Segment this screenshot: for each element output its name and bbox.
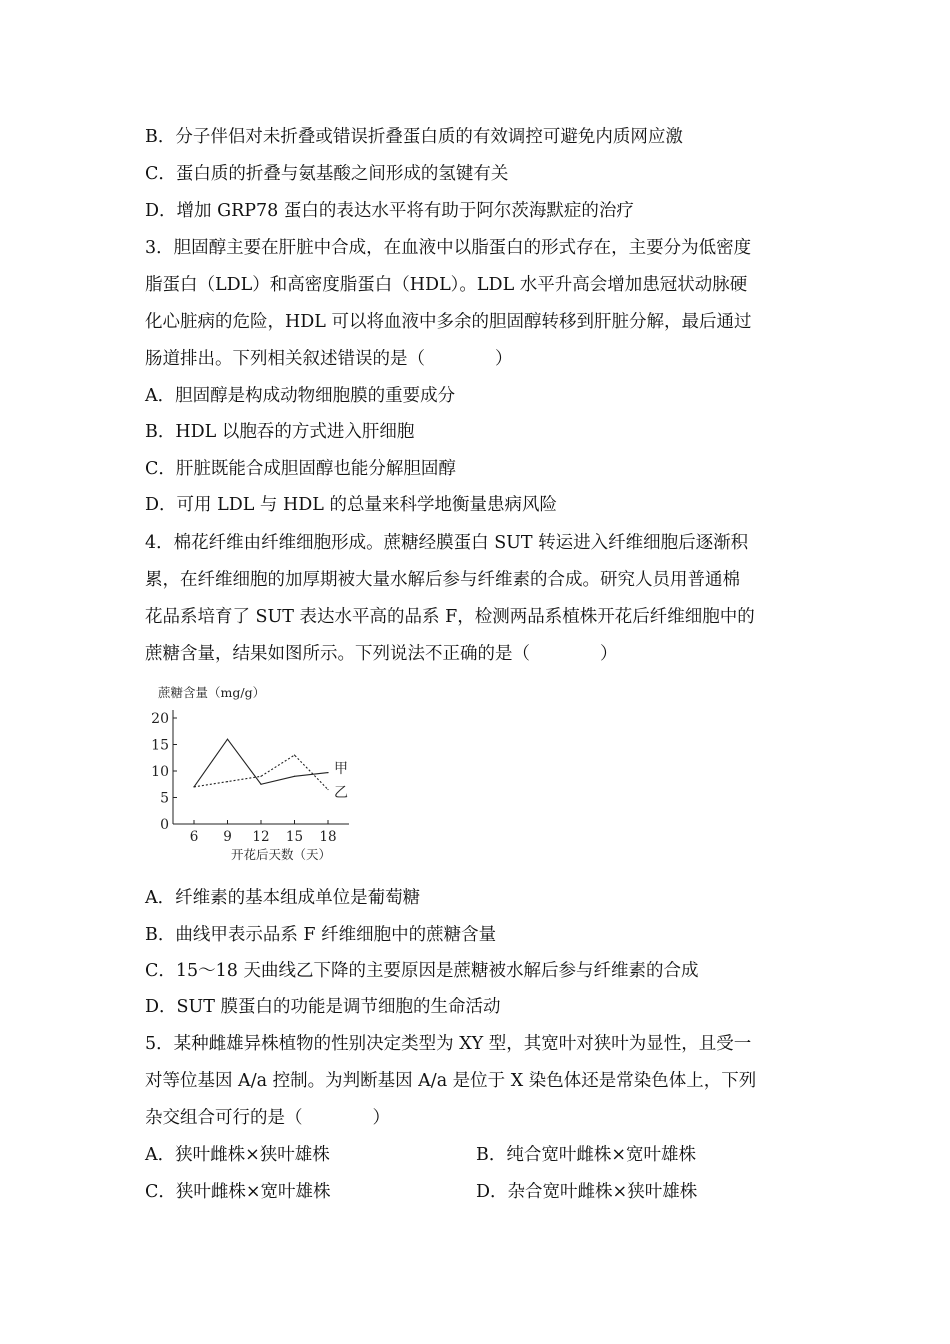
chart-axes — [173, 710, 349, 824]
series-line-甲 — [194, 739, 328, 787]
q3-stem-line-2: 脂蛋白（LDL）和高密度脂蛋白（HDL）。LDL 水平升高会增加患冠状动脉硬 — [145, 275, 748, 295]
data-point-乙 — [260, 776, 261, 777]
q4-option-d: D．SUT 膜蛋白的功能是调节细胞的生命活动 — [145, 997, 501, 1017]
data-point-乙 — [193, 786, 194, 787]
q5-option-d: D．杂合宽叶雌株×狭叶雄株 — [476, 1182, 698, 1202]
chart-series — [193, 739, 348, 801]
series-label-甲: 甲 — [334, 761, 348, 777]
q3-option-b: B．HDL 以胞吞的方式进入肝细胞 — [145, 422, 415, 442]
q3-option-d: D．可用 LDL 与 HDL 的总量来科学地衡量患病风险 — [145, 495, 557, 515]
data-point-甲 — [260, 784, 261, 785]
data-point-乙 — [294, 755, 295, 756]
data-point-甲 — [227, 739, 228, 740]
q4-option-c: C．15～18 天曲线乙下降的主要原因是蔗糖被水解后参与纤维素的合成 — [145, 961, 699, 981]
data-point-甲 — [327, 772, 328, 773]
q4-stem-line-3: 花品系培育了 SUT 表达水平高的品系 F，检测两品系植株开花后纤维细胞中的 — [145, 607, 755, 627]
q3-stem-line-4: 肠道排出。下列相关叙述错误的是（ ） — [145, 349, 513, 369]
q3-option-c: C．肝脏既能合成胆固醇也能分解胆固醇 — [145, 459, 456, 479]
x-tick-label: 12 — [252, 829, 270, 845]
q3-stem-line-3: 化心脏病的危险，HDL 可以将血液中多余的胆固醇转移到肝脏分解，最后通过 — [145, 312, 752, 332]
q3-option-a: A．胆固醇是构成动物细胞膜的重要成分 — [145, 386, 456, 406]
q4-option-a: A．纤维素的基本组成单位是葡萄糖 — [145, 888, 421, 908]
q4-stem-line-4: 蔗糖含量，结果如图所示。下列说法不正确的是（ ） — [145, 644, 618, 664]
q2-option-d: D．增加 GRP78 蛋白的表达水平将有助于阿尔茨海默症的治疗 — [145, 201, 634, 221]
x-tick-label: 18 — [319, 829, 337, 845]
x-tick-label: 9 — [223, 829, 232, 845]
data-point-甲 — [294, 776, 295, 777]
series-label-乙: 乙 — [334, 785, 348, 801]
y-tick-label: 5 — [160, 790, 169, 807]
y-tick-label: 20 — [151, 711, 169, 727]
q5-stem-line-3: 杂交组合可行的是（ ） — [145, 1108, 390, 1128]
sucrose-chart — [145, 680, 365, 865]
q2-option-c: C．蛋白质的折叠与氨基酸之间形成的氢键有关 — [145, 164, 509, 184]
q3-stem-line-1: 3．胆固醇主要在肝脏中合成，在血液中以脂蛋白的形式存在，主要分为低密度 — [145, 238, 752, 258]
y-tick-label: 15 — [151, 737, 169, 754]
q5-option-b: B．纯合宽叶雌株×宽叶雄株 — [476, 1145, 697, 1165]
chart-ticks — [151, 711, 336, 845]
y-tick-label: 0 — [160, 817, 169, 833]
q4-option-b: B．曲线甲表示品系 F 纤维细胞中的蔗糖含量 — [145, 925, 497, 945]
data-point-乙 — [227, 781, 228, 782]
x-tick-label: 6 — [189, 829, 199, 845]
q4-stem-line-1: 4．棉花纤维由纤维细胞形成。蔗糖经膜蛋白 SUT 转运进入纤维细胞后逐渐积 — [145, 533, 749, 553]
x-tick-label: 15 — [285, 829, 304, 845]
q5-stem-line-2: 对等位基因 A/a 控制。为判断基因 A/a 是位于 X 染色体还是常染色体上，下列 — [145, 1071, 757, 1091]
y-tick-label: 10 — [151, 764, 169, 780]
q5-option-c: C．狭叶雌株×宽叶雄株 — [145, 1182, 331, 1202]
chart-xlabel: 开花后天数（天） — [231, 847, 332, 862]
q4-stem-line-2: 累，在纤维细胞的加厚期被大量水解后参与纤维素的合成。研究人员用普通棉 — [145, 570, 740, 590]
q5-stem-line-1: 5．某种雌雄异株植物的性别决定类型为 XY 型，其宽叶对狭叶为显性，且受一 — [145, 1034, 752, 1054]
q2-option-b: B．分子伴侣对未折叠或错误折叠蛋白质的有效调控可避免内质网应激 — [145, 127, 683, 147]
q5-option-a: A．狭叶雌株×狭叶雄株 — [145, 1145, 330, 1165]
data-point-乙 — [327, 789, 328, 790]
chart-ylabel: 蔗糖含量（mg/g） — [158, 685, 266, 700]
